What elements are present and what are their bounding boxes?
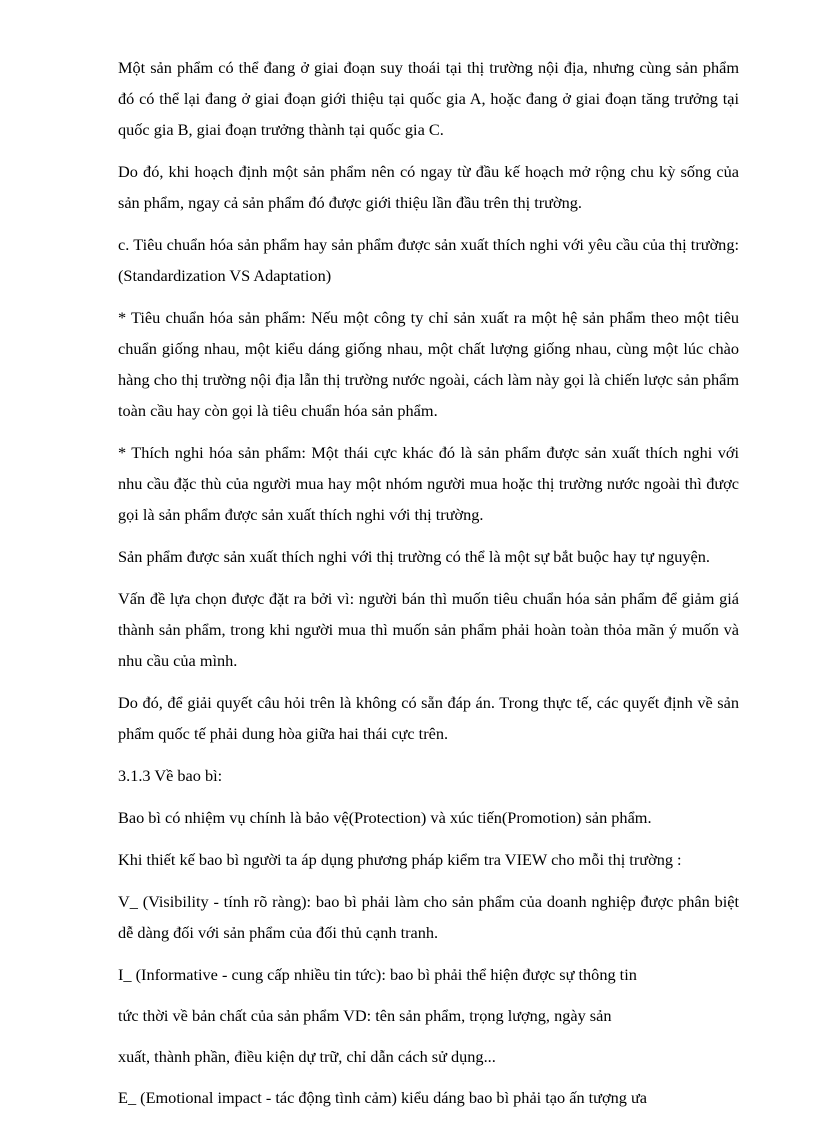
- heading-standardization-vs-adaptation: c. Tiêu chuẩn hóa sản phẩm hay sản phẩm được sản xuất thích nghi với yêu cầu của thị trường: (Standardization VS Adaptation): [118, 235, 739, 285]
- paragraph-informative-line-3: xuất, thành phần, điều kiện dự trữ, chỉ dẫn cách sử dụng...: [118, 1047, 496, 1066]
- paragraph-emotional-impact: E_ (Emotional impact - tác động tình cảm) kiểu dáng bao bì phải tạo ấn tượng ưa: [118, 1088, 648, 1107]
- paragraph-extend-lifecycle: Do đó, khi hoạch định một sản phẩm nên có ngay từ đầu kế hoạch mở rộng chu kỳ sống của sản phẩm, ngay cả sản phẩm đó được giới thiệu lần đầu trên thị trường.: [118, 162, 739, 212]
- paragraph-view-method: Khi thiết kế bao bì người ta áp dụng phương pháp kiểm tra VIEW cho mỗi thị trường :: [118, 850, 682, 869]
- paragraph-standardization: * Tiêu chuẩn hóa sản phẩm: Nếu một công ty chỉ sản xuất ra một hệ sản phẩm theo một tiêu chuẩn giống nhau, một kiểu dáng giống nhau, một chất lượng giống nhau, cùng một lúc chào hàng cho thị trường nội địa lẫn thị trường nước ngoài, cách làm này gọi là chiến lược sản phẩm toàn cầu hay còn gọi là tiêu chuẩn hóa sản phẩm.: [118, 308, 739, 420]
- paragraph-packaging-role: Bao bì có nhiệm vụ chính là bảo vệ(Protection) và xúc tiến(Promotion) sản phẩm.: [118, 808, 652, 827]
- paragraph-informative-line-1: I_ (Informative - cung cấp nhiều tin tức): bao bì phải thể hiện được sự thông tin: [118, 965, 637, 984]
- paragraph-no-ready-answer: Do đó, để giải quyết câu hỏi trên là không có sẵn đáp án. Trong thực tế, các quyết định về sản phẩm quốc tế phải dung hòa giữa hai thái cực trên.: [118, 693, 739, 743]
- paragraph-visibility: V_ (Visibility - tính rõ ràng): bao bì phải làm cho sản phẩm của doanh nghiệp được phân biệt dễ dàng đối với sản phẩm của đối thủ cạnh tranh.: [118, 892, 739, 942]
- paragraph-adaptation-mandatory: Sản phẩm được sản xuất thích nghi với thị trường có thể là một sự bắt buộc hay tự nguyện.: [118, 547, 710, 566]
- paragraph-product-lifecycle-stages: Một sản phẩm có thể đang ở giai đoạn suy thoái tại thị trường nội địa, nhưng cùng sản phẩm đó có thể lại đang ở giai đoạn giới thiệu tại quốc gia A, hoặc đang ở giai đoạn tăng trưởng tại quốc gia B, giai đoạn trưởng thành tại quốc gia C.: [118, 58, 739, 139]
- document-body: [118, 52, 739, 1124]
- paragraph-adaptation: * Thích nghi hóa sản phẩm: Một thái cực khác đó là sản phẩm được sản xuất thích nghi với nhu cầu đặc thù của người mua hay một nhóm người mua hoặc thị trường nước ngoài thì được gọi là sản phẩm được sản xuất thích nghi với thị trường.: [118, 443, 739, 524]
- paragraph-choice-problem: Vấn đề lựa chọn được đặt ra bởi vì: người bán thì muốn tiêu chuẩn hóa sản phẩm để giảm giá thành sản phẩm, trong khi người mua thì muốn sản phẩm phải hoàn toàn thỏa mãn ý muốn và nhu cầu của mình.: [118, 589, 739, 670]
- paragraph-informative-line-2: tức thời về bản chất của sản phẩm VD: tên sản phẩm, trọng lượng, ngày sản: [118, 1006, 612, 1025]
- section-heading-packaging: 3.1.3 Về bao bì:: [118, 766, 223, 785]
